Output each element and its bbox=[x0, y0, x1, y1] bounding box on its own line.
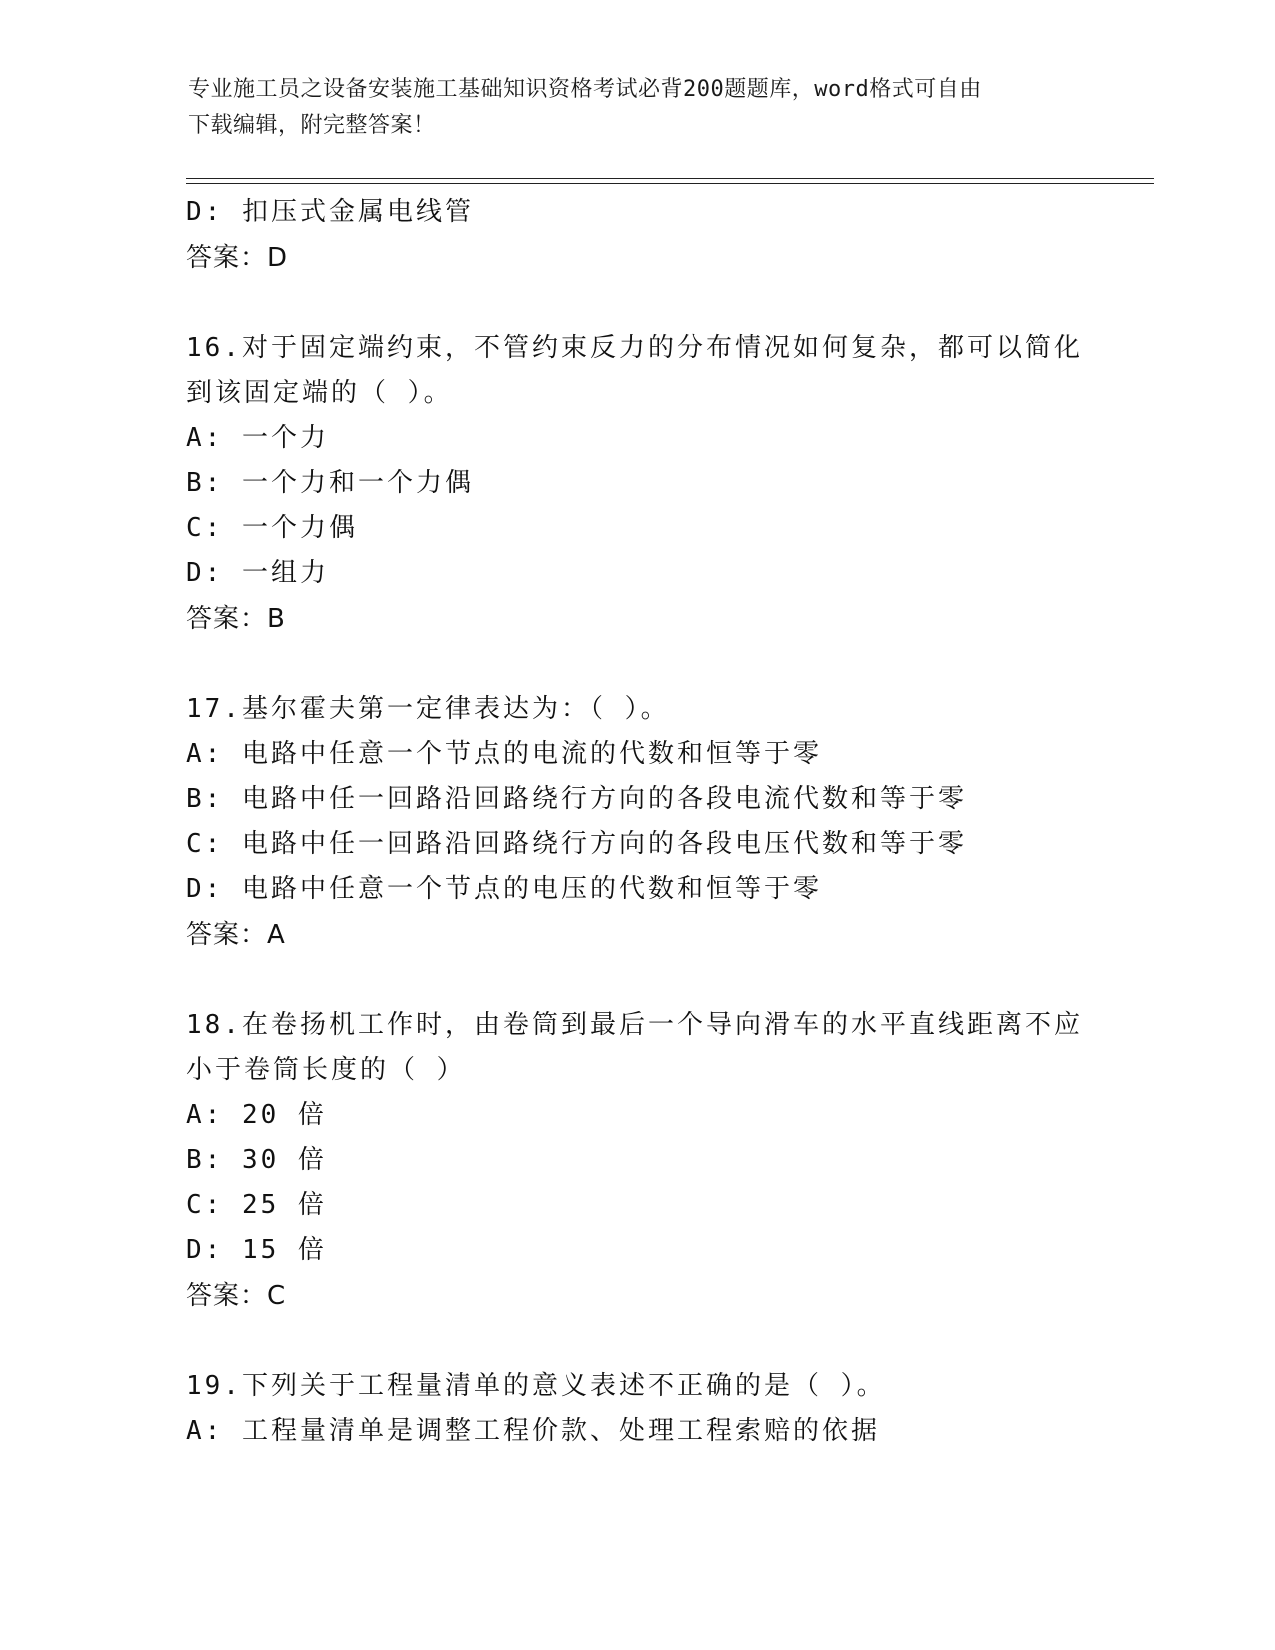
question-19 bbox=[186, 1364, 1086, 1454]
answer: 答案：D bbox=[186, 243, 289, 273]
question-stem-line-1: 17.基尔霍夫第一定律表达为：（ ）。 bbox=[186, 694, 670, 724]
question-stem-line-2: 小于卷筒长度的（ ） bbox=[186, 1055, 466, 1085]
question-18 bbox=[186, 1003, 1086, 1319]
option-c: C: 电路中任一回路沿回路绕行方向的各段电压代数和等于零 bbox=[186, 829, 967, 859]
answer: 答案：C bbox=[186, 1281, 287, 1311]
question-stem-line-1: 16.对于固定端约束，不管约束反力的分布情况如何复杂，都可以简化 bbox=[186, 333, 1083, 363]
option-d: D: 15 倍 bbox=[186, 1235, 327, 1265]
spacer bbox=[186, 958, 1086, 1003]
option-b: B: 30 倍 bbox=[186, 1145, 327, 1175]
option-b: B: 一个力和一个力偶 bbox=[186, 468, 474, 498]
document-header bbox=[188, 72, 1068, 144]
option-b: B: 电路中任一回路沿回路绕行方向的各段电流代数和等于零 bbox=[186, 784, 967, 814]
spacer bbox=[186, 281, 1086, 326]
header-title-line-2: 下载编辑，附完整答案！ bbox=[188, 113, 436, 138]
question-16 bbox=[186, 326, 1086, 642]
spacer bbox=[186, 1319, 1086, 1364]
header-divider-top bbox=[186, 178, 1154, 179]
question-stem-line-2: 到该固定端的（ ）。 bbox=[186, 378, 453, 408]
option-a: A: 20 倍 bbox=[186, 1100, 327, 1130]
spacer bbox=[186, 642, 1086, 687]
option-d: D: 一组力 bbox=[186, 558, 329, 588]
question-17 bbox=[186, 687, 1086, 958]
answer: 答案：B bbox=[186, 604, 286, 634]
option-d: D: 电路中任意一个节点的电压的代数和恒等于零 bbox=[186, 874, 822, 904]
answer: 答案：A bbox=[186, 920, 286, 950]
option-d: D: 扣压式金属电线管 bbox=[186, 197, 474, 227]
option-a: A: 工程量清单是调整工程价款、处理工程索赔的依据 bbox=[186, 1416, 880, 1446]
question-stem-line-1: 18.在卷扬机工作时，由卷筒到最后一个导向滑车的水平直线距离不应 bbox=[186, 1010, 1083, 1040]
question-list bbox=[186, 190, 1086, 1454]
question-stem-line-1: 19.下列关于工程量清单的意义表述不正确的是（ ）。 bbox=[186, 1371, 886, 1401]
option-a: A: 电路中任意一个节点的电流的代数和恒等于零 bbox=[186, 739, 822, 769]
header-title-line-1: 专业施工员之设备安装施工基础知识资格考试必背200题题库，word格式可自由 bbox=[188, 77, 982, 102]
header-divider-bottom bbox=[186, 183, 1154, 184]
question-15-tail bbox=[186, 190, 1086, 281]
option-c: C: 25 倍 bbox=[186, 1190, 327, 1220]
option-c: C: 一个力偶 bbox=[186, 513, 358, 543]
option-a: A: 一个力 bbox=[186, 423, 329, 453]
